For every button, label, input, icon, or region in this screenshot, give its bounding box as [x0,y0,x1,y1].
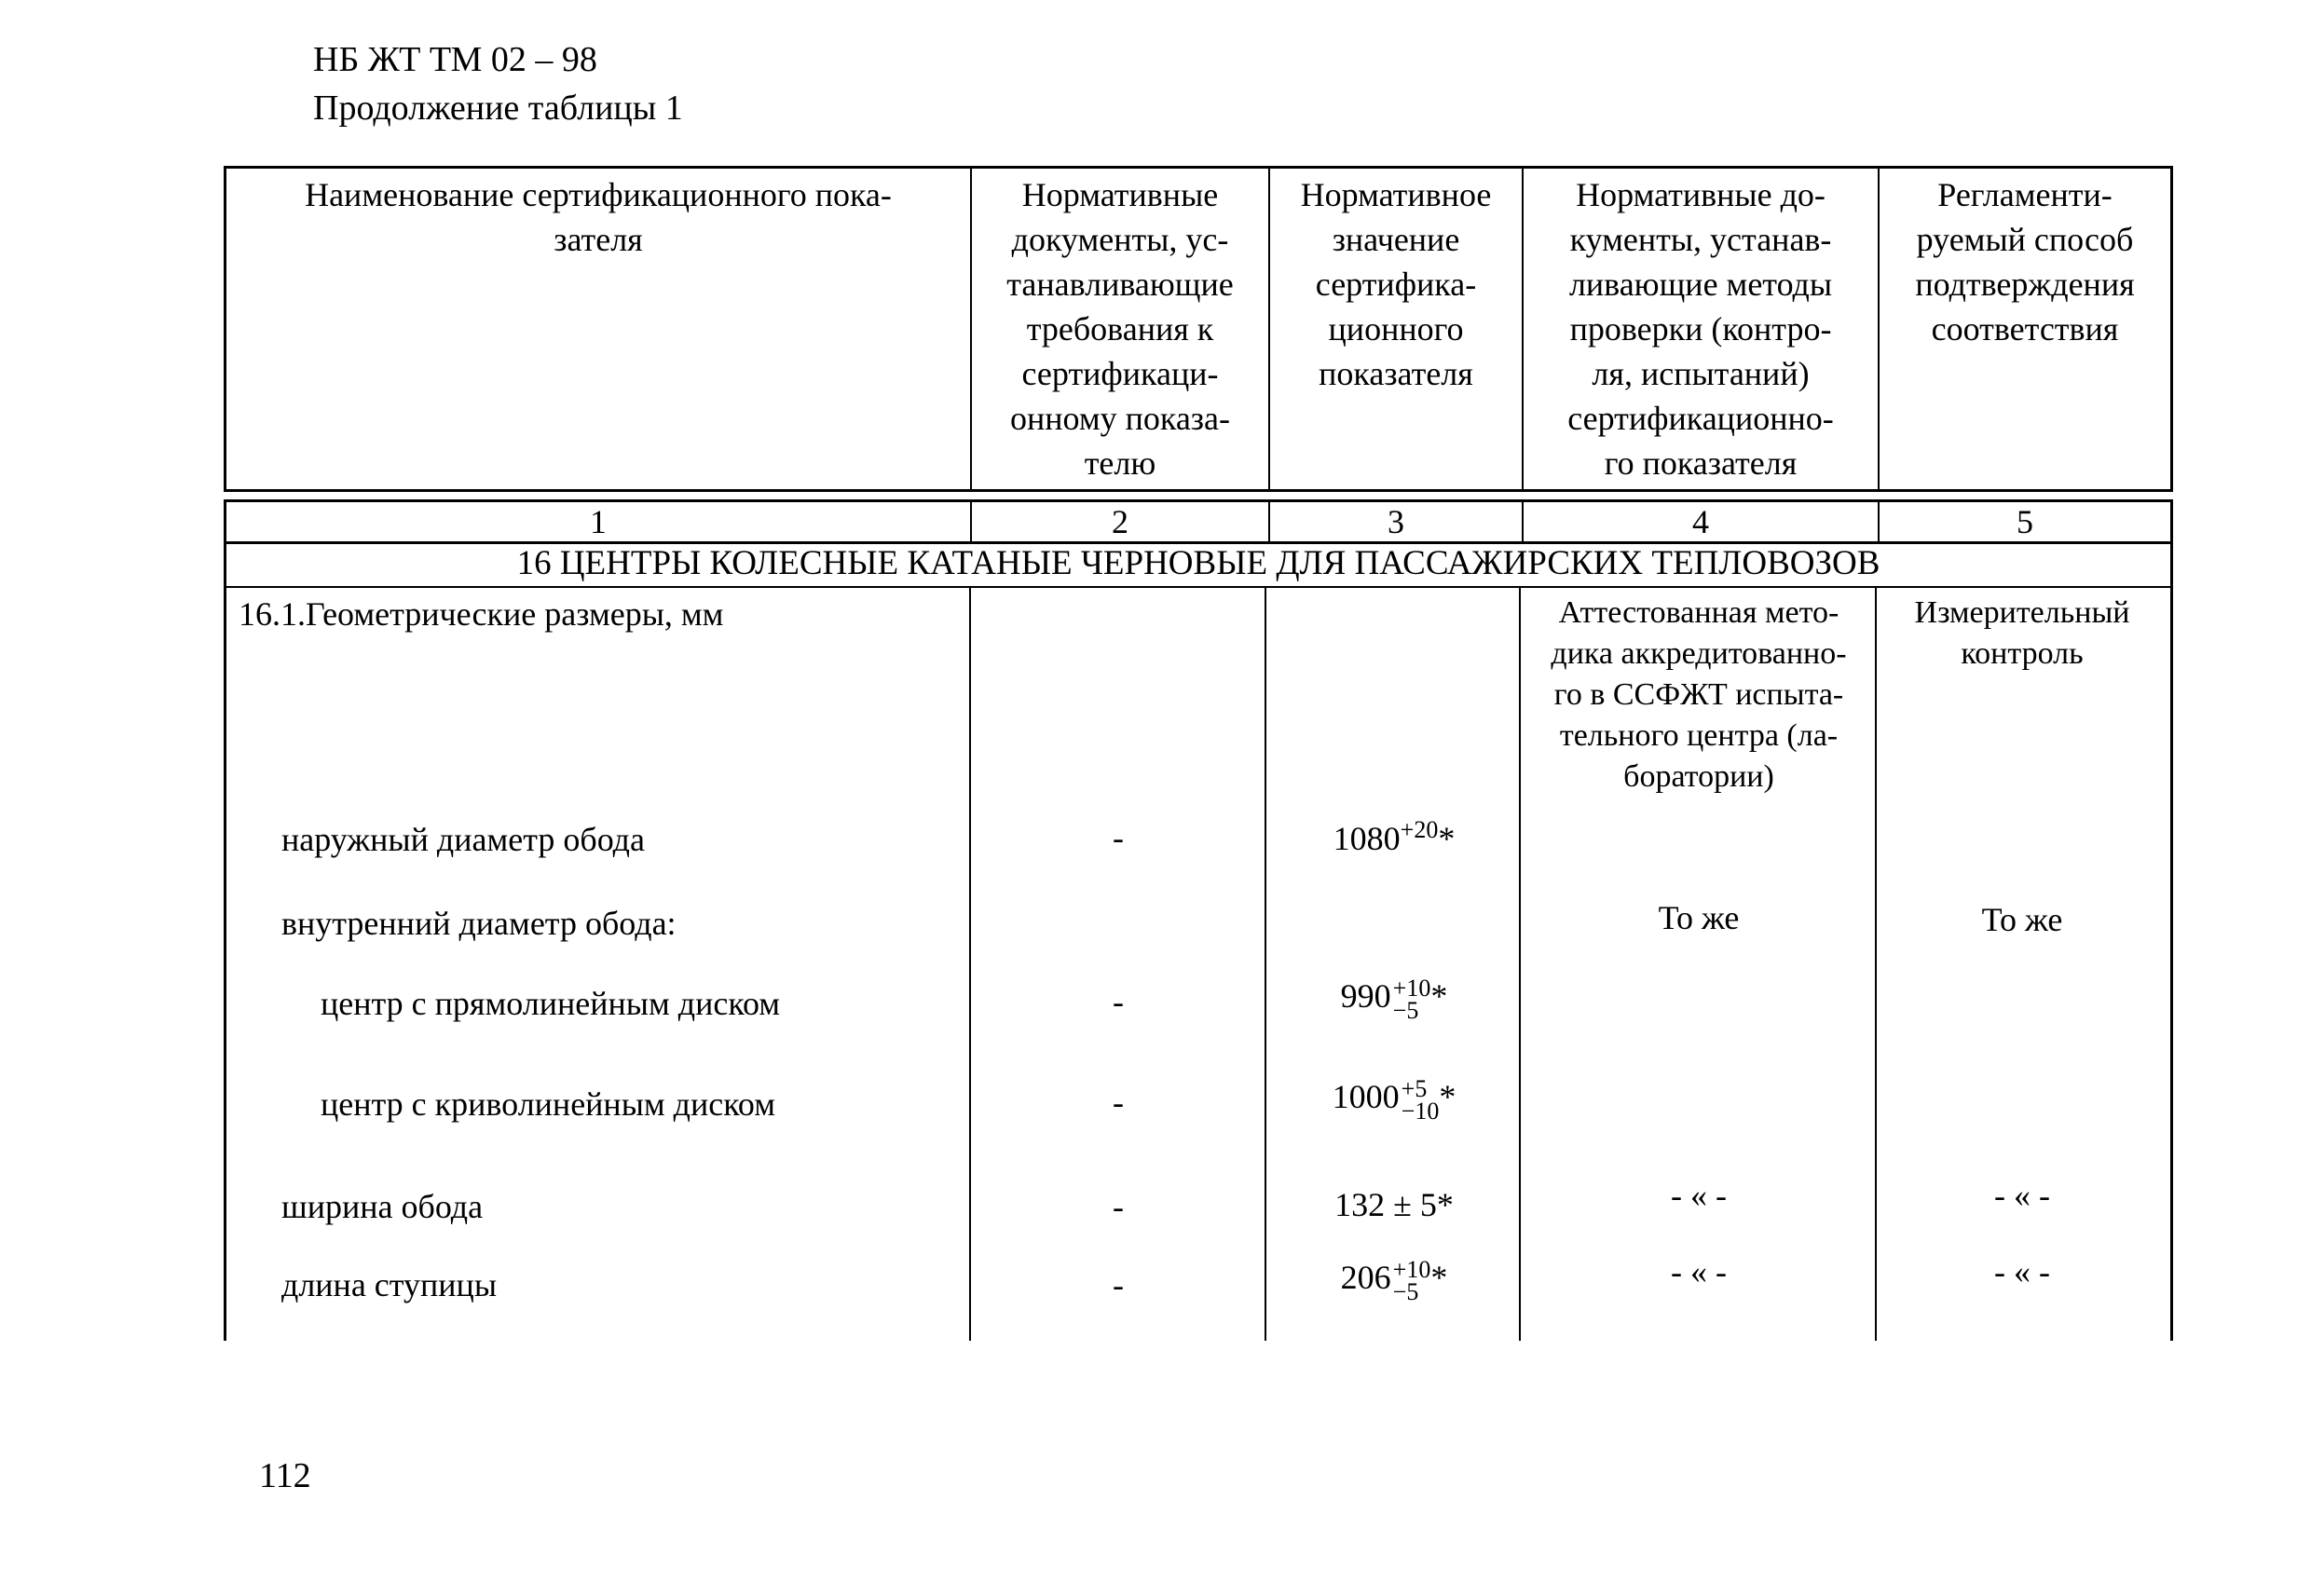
row-rim-width-method: - « - [1671,1177,1727,1214]
row-outer-diameter-doc: - [1113,819,1124,856]
column-number-3: 3 [1270,502,1524,541]
column-number-2: 2 [972,502,1270,541]
column-number-4: 4 [1524,502,1880,541]
row-outer-diameter-value: $1080^{+20}*$ [1333,816,1456,857]
row-hub-length-doc: - [1113,1266,1124,1303]
section-title: 16 ЦЕНТРЫ КОЛЕСНЫЕ КАТАНЫЕ ЧЕРНОВЫЕ ДЛЯ ПАССАЖИРСКИХ ТЕПЛОВОЗОВ [224,541,2173,588]
row-rim-width-confirm: - « - [1994,1177,2050,1214]
column-header-4: Нормативные до- кументы, устанав- ливающие методы проверки (контро- ля, испытаний) сертификационно- го показателя [1524,169,1880,489]
row-hub-length-confirm: - « - [1994,1253,2050,1290]
column-number-5: 5 [2017,503,2033,540]
table-body [224,499,2173,1338]
row-curved-disc-name: центр с криволинейным диском [321,1085,775,1123]
row-rim-width-name: ширина обода [281,1188,484,1225]
row-curved-disc-doc: - [1113,1084,1124,1121]
column-header-1: Наименование сертификационного пока- зателя [226,169,972,489]
row-outer-diameter-name: наружный диаметр обода [281,821,645,858]
column-header-2: Нормативные документы, ус- танавливающие требования к сертификаци- онному показа- телю [972,169,1270,489]
table-continuation-label: Продолжение таблицы 1 [313,89,683,128]
column-number-row [224,499,2173,544]
row-hub-length-name: длина ступицы [281,1266,498,1303]
table-right-border [2170,588,2173,1341]
page-number: 112 [259,1456,311,1495]
table-header [224,166,2173,492]
row-inner-diameter-method: То же [1658,899,1740,936]
page-header [313,35,683,132]
row-inner-diameter-confirm: То же [1981,901,2063,938]
row-curved-disc-value: 1000 +5 −10 * [1332,1074,1456,1125]
column-header-5: Регламенти- руемый способ подтверждения соответствия [1915,176,2135,348]
column-header-3: Нормативное значение сертифика- ционного показателя [1270,169,1524,489]
row-hub-length-value: 206 +10 −5 * [1340,1255,1448,1305]
row-geometry-method: Аттестованная мето- дика аккредитованно- го в ССФЖТ испыта- тельного центра (ла- боратории) [1551,595,1847,794]
column-divider-1 [969,588,971,1341]
row-geometry-confirm: Измерительный контроль [1914,595,2130,671]
row-inner-diameter-name: внутренний диаметр обода: [281,905,677,942]
row-rim-width-value: 132 ± 5* [1334,1186,1454,1223]
column-number-1: 1 [226,502,972,541]
column-divider-2 [1265,588,1266,1341]
row-straight-disc-name: центр с прямолинейным диском [321,985,781,1022]
document-code: НБ ЖТ ТМ 02 – 98 [313,40,597,79]
row-straight-disc-value: 990 +10 −5 * [1340,974,1448,1024]
row-geometry-name: 16.1.Геометрические размеры, мм [239,595,724,633]
row-rim-width-doc: - [1113,1188,1124,1225]
row-hub-length-method: - « - [1671,1253,1727,1290]
table-left-border [224,588,226,1341]
row-straight-disc-doc: - [1113,983,1124,1020]
